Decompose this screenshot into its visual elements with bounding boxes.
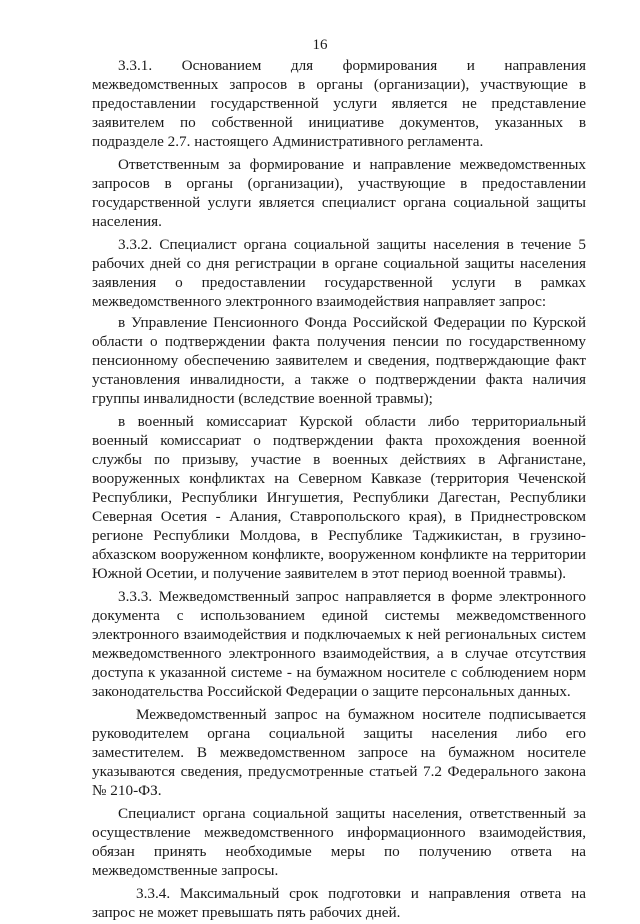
paragraph-pension-fund-request: в Управление Пенсионного Фонда Российской Федерации по Курской области о подтверждении факта получения пенсии по государственному пенсионному обеспечению заявителем и сведения, подтверждающие факт установления инвалидности, а также о подтверждении факта наличия группы инвалидности (вследствие военной травмы); — [92, 314, 586, 407]
document-body — [92, 56, 586, 924]
paragraph-3-3-2: 3.3.2. Специалист органа социальной защиты населения в течение 5 рабочих дней со дня регистрации в органе социальной защиты населения заявления о предоставлении государственной услуги в рамках межведомственного электронного взаимодействия направляет запрос: — [92, 236, 586, 310]
paragraph-3-3-4: 3.3.4. Максимальный срок подготовки и направления ответа на запрос не может превышать пять рабочих дней. — [92, 885, 586, 921]
paragraph-specialist-obligations: Специалист органа социальной защиты населения, ответственный за осуществление межведомственного информационного взаимодействия, обязан принять необходимые меры по получению ответа на межведомственные запросы. — [92, 805, 586, 879]
paragraph-3-3-1: 3.3.1. Основанием для формирования и направления межведомственных запросов в органы (организации), участвующие в предоставлении государственной услуги является не представление заявителем по собственной инициативе документов, указанных в подразделе 2.7. настоящего Административного регламента. — [92, 57, 586, 150]
paragraph-3-3-3: 3.3.3. Межведомственный запрос направляется в форме электронного документа с использованием единой системы межведомственного электронного взаимодействия и подключаемых к ней региональных систем межведомственного электронного взаимодействия, а в случае отсутствия доступа к указанной системе - на бумажном носителе с соблюдением норм законодательства Российской Федерации о защите персональных данных. — [92, 588, 586, 700]
paragraph-paper-request: Межведомственный запрос на бумажном носителе подписывается руководителем органа социальной защиты населения либо его заместителем. В межведомственном запросе на бумажном носителе указываются сведения, предусмотренные статьей 7.2 Федерального закона № 210-ФЗ. — [92, 706, 586, 799]
paragraph-responsible-specialist: Ответственным за формирование и направление межведомственных запросов в органы (организации), участвующие в предоставлении государственной услуги является специалист органа социальной защиты населения. — [92, 156, 586, 230]
paragraph-military-commissariat-request: в военный комиссариат Курской области либо территориальный военный комиссариат о подтверждении факта прохождения военной службы по призыву, участие в военных действиях в Афганистане, вооруженных конфликтах на Северном Кавказе (территория Чеченской Республики, Республики Ингушетия, Республики Дагестан, Республики Северная Осетия - Алания, Ставропольского края), в Приднестровском регионе Республики Молдова, в Республике Таджикистан, в грузино-абхазском вооруженном конфликте, вооруженном конфликте на территории Южной Осетии, и получение заявителем в этот период военной травмы). — [92, 413, 586, 582]
page-number: 16 — [312, 37, 328, 53]
